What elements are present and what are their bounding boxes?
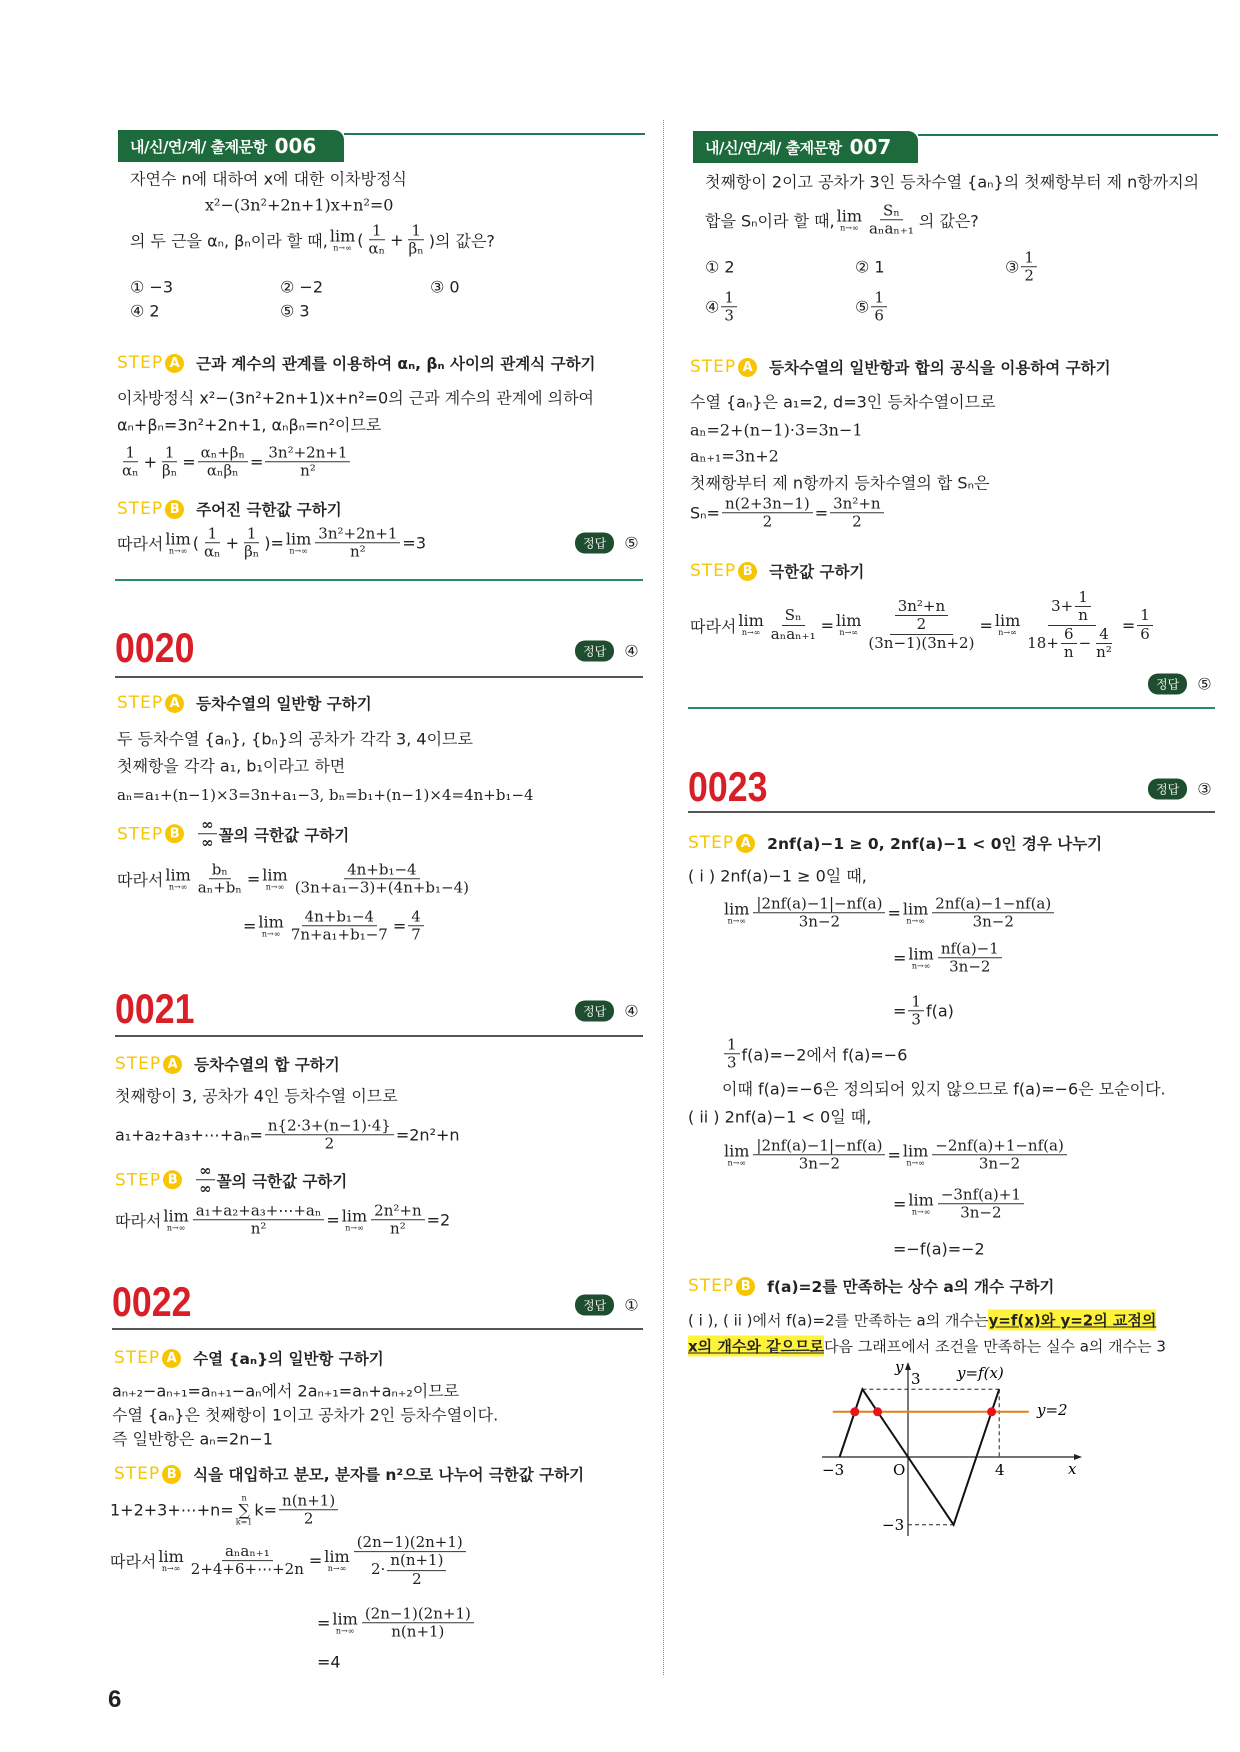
header-label: 내/신/연/계/ 출제문항 — [705, 138, 842, 157]
text-run: aₙ=2+(n−1)·3=3n−1 — [690, 420, 863, 440]
operator: lim — [835, 611, 862, 630]
text-run: ④ 2 — [130, 301, 160, 321]
text-run: 4 — [411, 907, 421, 926]
limit-subscript: n→∞ — [839, 628, 858, 637]
text-run: =4 — [317, 1652, 341, 1672]
text-run: Sₙ= — [690, 503, 720, 523]
step-label: STEP — [688, 833, 735, 853]
operator: lim — [285, 529, 312, 548]
step-letter-icon: B — [165, 500, 184, 519]
text-run: ⑤ 3 — [280, 301, 310, 321]
text-run: 식을 대입하고 분모, 분자를 n²으로 나누어 극한값 구하기 — [193, 1466, 585, 1484]
limit-subscript: n→∞ — [906, 916, 925, 925]
operator: ∑ — [238, 1500, 250, 1519]
text-run: = — [979, 615, 993, 635]
limit-subscript: n→∞ — [327, 1564, 347, 1573]
text-run: aₙaₙ₊₁ — [224, 1542, 270, 1561]
text-run: Sₙ — [883, 201, 900, 220]
text-run: 1 — [911, 992, 921, 1011]
text-run: n(2+3n−1) — [724, 494, 810, 513]
limit-subscript: n→∞ — [911, 961, 931, 970]
text-run: = — [893, 1194, 907, 1214]
text-run: aₙ₊₂−aₙ₊₁=aₙ₊₁−aₙ에서 2aₙ₊₁=aₙ+aₙ₊₂이므로 — [112, 1381, 460, 1401]
text-run: aₙaₙ₊₁ — [770, 624, 816, 643]
text-run: = — [893, 948, 907, 968]
text-run: 수열 {aₙ}은 첫째항이 1이고 공차가 2인 등차수열이다. — [112, 1405, 499, 1425]
limit-subscript: n→∞ — [840, 223, 859, 232]
text-run: ③ 0 — [430, 277, 460, 297]
step-label: STEP — [688, 1276, 735, 1296]
text-run: nf(a)−1 — [940, 939, 999, 958]
highlighted-text: x의 개수와 같으므로 — [688, 1337, 825, 1356]
text-run: n² — [250, 1219, 267, 1238]
text-run: = — [814, 503, 829, 523]
text-run: ( i ) 2nf(a)−1 ≥ 0일 때, — [688, 866, 867, 886]
text-run: 2n²+n — [374, 1201, 422, 1220]
operator: lim — [902, 1141, 929, 1160]
text-run: 6 — [1063, 624, 1074, 643]
operator: lim — [329, 226, 356, 245]
text-run: −2nf(a)+1−nf(a) — [935, 1136, 1064, 1155]
origin-label: O — [893, 1461, 906, 1479]
limit-subscript: n→∞ — [911, 1207, 931, 1216]
limit-subscript: n→∞ — [998, 628, 1017, 637]
text-run: + — [390, 230, 404, 250]
answer-label: 정답 — [1148, 779, 1187, 800]
text-run: 첫째항이 2이고 공차가 3인 등차수열 {aₙ}의 첫째항부터 제 n항까지의 — [705, 172, 1200, 192]
text-run: αₙ+βₙ — [200, 443, 245, 462]
answer-label: 정답 — [575, 641, 614, 662]
text-run: 1 — [164, 443, 175, 462]
text-run: 자연수 n에 대하여 x에 대한 이차방정식 — [130, 169, 407, 189]
text-run: 1+2+3+⋯+n= — [110, 1500, 234, 1520]
text-run: 등차수열의 합 구하기 — [194, 1056, 340, 1074]
text-run: = — [249, 452, 264, 472]
limit-subscript: n→∞ — [333, 243, 352, 252]
step-letter-icon: B — [163, 1171, 182, 1190]
text-run: − — [1078, 633, 1092, 652]
text-run: 다음 그래프에서 조건을 만족하는 실수 a의 개수는 3 — [824, 1337, 1166, 1356]
text-run: βₙ — [244, 542, 260, 561]
y-tick-neg3: −3 — [882, 1516, 905, 1534]
line-label: y=2 — [1037, 1401, 1068, 1419]
text-run: (3n−1)(3n+2) — [868, 633, 975, 652]
step-letter-icon: B — [738, 562, 757, 581]
text-run: 2 — [852, 512, 862, 531]
text-run: bₙ — [211, 860, 228, 879]
y-axis-arrow-icon — [905, 1362, 911, 1370]
text-run: 2nf(a)−1−nf(a) — [935, 894, 1052, 913]
operator: lim — [165, 529, 191, 548]
text-run: ① −3 — [130, 277, 174, 297]
text-run: a₁+a₂+a₃+⋯+aₙ= — [115, 1125, 263, 1145]
answer-value: ③ — [1197, 779, 1212, 799]
text-run: 4n+b₁−4 — [304, 907, 375, 926]
limit-subscript: n→∞ — [906, 1158, 925, 1167]
operator: lim — [165, 865, 191, 884]
text-run: n(n+1) — [282, 1491, 336, 1510]
text-run: Sₙ — [784, 606, 802, 625]
text-run: n{2·3+(n−1)·4} — [267, 1116, 391, 1135]
step-letter-icon: B — [162, 1465, 181, 1484]
text-run: 6 — [1140, 624, 1150, 643]
answer-value: ⑤ — [624, 533, 639, 553]
text-run: 2 — [762, 512, 773, 531]
limit-subscript: n→∞ — [335, 1626, 355, 1635]
step-label: STEP — [117, 693, 164, 713]
problem-number-text: 0022 — [112, 1278, 192, 1325]
text-run: 즉 일반항은 aₙ=2n−1 — [112, 1429, 273, 1449]
text-run: βₙ — [408, 239, 424, 258]
text-run: = — [820, 615, 834, 635]
text-run: 따라서 — [690, 616, 737, 636]
text-run: 꼴의 극한값 구하기 — [216, 1172, 348, 1190]
text-run: = — [392, 916, 407, 936]
text-run: βₙ — [162, 461, 178, 480]
text-run: |2nf(a)−1|−nf(a) — [756, 894, 883, 913]
text-run: (2n−1)(2n+1) — [356, 1533, 463, 1552]
problem-number-text: 0023 — [688, 763, 768, 810]
step-label: STEP — [690, 561, 737, 581]
text-run: 2· — [371, 1560, 386, 1579]
text-run: αₙ — [368, 239, 386, 258]
step-letter-icon: A — [738, 358, 757, 377]
answer-label: 정답 — [575, 1001, 614, 1022]
step-letter-icon: A — [162, 1349, 181, 1368]
text-run: 1 — [1140, 606, 1150, 625]
text-run: = — [182, 452, 196, 472]
text-run: = — [326, 1210, 340, 1230]
text-run: ( ii ) 2nf(a)−1 < 0일 때, — [688, 1107, 872, 1127]
text-run: ( — [192, 533, 200, 553]
text-run: 3n−2 — [798, 1154, 841, 1173]
text-run: 3n²+n — [833, 494, 881, 513]
text-run: ( i ), ( ii )에서 f(a)=2를 만족하는 a의 개수는 — [688, 1311, 989, 1330]
text-run: 3 — [724, 306, 734, 325]
text-run: aₙ₊₁=3n+2 — [690, 446, 779, 466]
text-run: f(a)=2를 만족하는 상수 a의 개수 구하기 — [767, 1278, 1055, 1296]
text-run: ① 2 — [705, 257, 735, 277]
text-run: 수열 {aₙ}의 일반항 구하기 — [193, 1350, 384, 1368]
limit-subscript: n→∞ — [168, 546, 188, 555]
text-run: 2nf(a)−1 ≥ 0, 2nf(a)−1 < 0인 경우 나누기 — [767, 835, 1103, 853]
text-run: f(a)=−2에서 f(a)=−6 — [741, 1045, 908, 1065]
header-label: 내/신/연/계/ 출제문항 — [130, 137, 267, 156]
text-run: 첫째항이 3, 공차가 4인 등차수열 이므로 — [115, 1086, 398, 1106]
text-run: 의 두 근을 αₙ, βₙ이라 할 때, — [130, 231, 328, 251]
text-run: (2n−1)(2n+1) — [364, 1604, 471, 1623]
text-run: 3n−2 — [798, 912, 841, 931]
text-run: 이차방정식 x²−(3n²+2n+1)x+n²=0의 근과 계수의 관계에 의하여 — [117, 388, 595, 408]
text-run: n(n+1) — [391, 1622, 445, 1641]
text-run: −3nf(a)+1 — [940, 1185, 1021, 1204]
text-run: 3n−2 — [960, 1203, 1002, 1222]
text-run: 7 — [411, 925, 421, 944]
text-run: 3n−2 — [972, 912, 1014, 931]
limit-subscript: n→∞ — [261, 929, 281, 938]
text-run: 7n+a₁+b₁−7 — [290, 925, 388, 944]
text-run: n² — [390, 1219, 406, 1238]
answer-label: 정답 — [1148, 674, 1187, 695]
text-run: = — [887, 903, 901, 923]
text-run: ⑤ — [855, 297, 870, 317]
y-axis-label: y — [895, 1358, 904, 1376]
text-run: 6 — [874, 306, 884, 325]
intersection-point — [873, 1407, 882, 1416]
operator: lim — [724, 1141, 750, 1160]
text-run: =2 — [426, 1210, 451, 1230]
text-run: 두 등차수열 {aₙ}, {bₙ}의 공차가 각각 3, 4이므로 — [117, 729, 473, 749]
intersection-point — [987, 1407, 996, 1416]
text-run: 1 — [724, 288, 734, 307]
text-run: 2 — [1024, 266, 1034, 285]
step-letter-icon: A — [165, 694, 184, 713]
text-run: 꼴의 극한값 구하기 — [218, 826, 350, 844]
text-run: ∞ — [201, 815, 214, 834]
step-label: STEP — [117, 499, 164, 519]
text-run: 3 — [911, 1010, 921, 1029]
text-run: ② 1 — [855, 257, 885, 277]
y-tick-3: 3 — [911, 1370, 921, 1388]
operator: lim — [902, 899, 929, 918]
text-run: 따라서 — [117, 534, 164, 554]
limit-subscript: n→∞ — [161, 1564, 181, 1573]
operator: lim — [158, 1547, 184, 1566]
text-run: ② −2 — [280, 277, 324, 297]
text-run: 3n²+2n+1 — [318, 524, 398, 543]
limit-subscript: k=1 — [235, 1517, 253, 1526]
limit-subscript: n→∞ — [345, 1223, 364, 1232]
operator: lim — [262, 865, 288, 884]
text-run: 따라서 — [110, 1552, 157, 1572]
page-number: 6 — [108, 1686, 122, 1713]
operator: lim — [908, 1190, 934, 1209]
text-run: αₙ — [122, 461, 139, 480]
text-run: =3 — [402, 533, 426, 553]
text-run: k= — [254, 1500, 278, 1520]
answer-value: ⑤ — [1197, 674, 1212, 694]
text-run: 3n−2 — [949, 957, 991, 976]
text-run: 1 — [874, 288, 884, 307]
operator: lim — [738, 611, 764, 630]
problem-number-text: 0020 — [115, 624, 195, 671]
text-run: aₙaₙ₊₁ — [869, 219, 914, 238]
text-run: αₙβₙ — [206, 461, 239, 480]
step-letter-icon: B — [165, 825, 184, 844]
step-label: STEP — [690, 357, 737, 377]
problem-number-text: 0021 — [115, 985, 195, 1032]
limit-subscript: n→∞ — [166, 1223, 186, 1232]
limit-subscript: n→∞ — [727, 1158, 746, 1167]
upper-bound: n — [241, 1493, 247, 1502]
text-run: + — [225, 533, 240, 553]
text-run: αₙ+βₙ=3n²+2n+1, αₙβₙ=n²이므로 — [117, 415, 382, 435]
text-run: = — [308, 1551, 323, 1571]
step-label: STEP — [117, 824, 164, 844]
text-run: 따라서 — [115, 1211, 162, 1231]
text-run: 18+ — [1027, 633, 1059, 652]
text-run: αₙ — [204, 542, 221, 561]
text-run: = — [887, 1145, 901, 1165]
text-run: ∞ — [199, 1161, 212, 1180]
step-label: STEP — [115, 1054, 162, 1074]
operator: lim — [341, 1206, 368, 1225]
text-run: 합을 Sₙ이라 할 때, — [705, 211, 835, 231]
text-run: = — [243, 916, 257, 936]
text-run: ④ — [705, 297, 720, 317]
limit-subscript: n→∞ — [168, 882, 188, 891]
text-run: 4 — [1099, 624, 1109, 643]
text-run: 1 — [125, 443, 136, 462]
text-run: 수열 {aₙ}은 a₁=2, d=3인 등차수열이므로 — [690, 392, 996, 412]
limit-subscript: n→∞ — [727, 916, 746, 925]
limit-subscript: n→∞ — [265, 882, 285, 891]
text-run: 이때 f(a)=−6은 정의되어 있지 않으므로 f(a)=−6은 모순이다. — [722, 1079, 1166, 1099]
header-number: 006 — [274, 134, 317, 158]
operator: lim — [908, 944, 934, 963]
text-run: aₙ=a₁+(n−1)×3=3n+a₁−3, bₙ=b₁+(n−1)×4=4n+b₁−4 — [117, 786, 534, 804]
text-run: =2n²+n — [395, 1125, 460, 1145]
x-axis-label: x — [1068, 1460, 1077, 1478]
text-run: 등차수열의 일반항 구하기 — [196, 695, 372, 713]
intersection-point — [850, 1407, 859, 1416]
x-tick-4: 4 — [995, 1461, 1005, 1479]
step-letter-icon: B — [736, 1277, 755, 1296]
text-run: = — [893, 1001, 907, 1021]
text-run: )의 값은? — [428, 231, 495, 251]
text-run: ( — [357, 230, 364, 250]
text-run: 3n²+2n+1 — [268, 443, 348, 462]
text-run: 3n²+n — [897, 597, 946, 616]
text-run: ∞ — [201, 833, 214, 852]
text-run: n² — [350, 542, 366, 561]
limit-subscript: n→∞ — [289, 546, 308, 555]
step-label: STEP — [115, 1170, 162, 1190]
text-run: =−f(a)=−2 — [893, 1239, 985, 1259]
answer-value: ④ — [624, 1001, 639, 1021]
text-run: n² — [300, 461, 316, 480]
operator: lim — [258, 912, 284, 931]
step-label: STEP — [114, 1464, 161, 1484]
text-run: (3n+a₁−3)+(4n+b₁−4) — [294, 878, 470, 897]
highlighted-text: y=f(x)와 y=2의 교점의 — [988, 1311, 1157, 1330]
text-run: 극한값 구하기 — [769, 563, 865, 581]
x-tick-neg3: −3 — [822, 1461, 845, 1479]
answer-value: ① — [624, 1295, 639, 1315]
text-run: 1 — [207, 524, 218, 543]
text-run: 4n+b₁−4 — [347, 860, 417, 879]
text-run: 2 — [916, 615, 927, 634]
text-run: 2 — [303, 1509, 314, 1528]
curve-label: y=f(x) — [957, 1364, 1004, 1382]
text-run: 주어진 극한값 구하기 — [196, 501, 342, 519]
text-run: 2 — [324, 1134, 335, 1153]
text-run: ③ — [1005, 257, 1020, 277]
text-run: 1 — [246, 524, 257, 543]
operator: lim — [332, 1609, 358, 1628]
text-run: )= — [264, 533, 284, 553]
limit-subscript: n→∞ — [741, 628, 761, 637]
operator: lim — [994, 611, 1021, 630]
text-run: aₙ+bₙ — [197, 878, 242, 897]
text-run: 따라서 — [117, 870, 164, 890]
operator: lim — [324, 1547, 350, 1566]
text-run: 1 — [727, 1035, 737, 1054]
text-run: n² — [1096, 642, 1112, 661]
text-run: 첫째항부터 제 n항까지 등차수열의 합 Sₙ은 — [690, 473, 990, 493]
text-run: n — [1063, 642, 1074, 661]
text-run: f(a) — [925, 1001, 954, 1021]
text-run: a₁+a₂+a₃+⋯+aₙ — [195, 1201, 322, 1220]
text-run: 1 — [1078, 588, 1088, 606]
step-letter-icon: A — [163, 1055, 182, 1074]
text-run: 1 — [372, 221, 382, 240]
text-run: = — [246, 869, 261, 889]
text-run: |2nf(a)−1|−nf(a) — [756, 1136, 883, 1155]
header-number: 007 — [849, 135, 892, 159]
text-run: 3+ — [1051, 597, 1074, 616]
text-run: 1 — [1024, 248, 1034, 267]
text-run: + — [143, 452, 158, 472]
text-run: 첫째항을 각각 a₁, b₁이라고 하면 — [117, 756, 346, 776]
text-run: 2+4+6+⋯+2n — [190, 1560, 304, 1579]
operator: lim — [836, 206, 863, 225]
step-letter-icon: A — [736, 834, 755, 853]
text-run: x²−(3n²+2n+1)x+n²=0 — [205, 195, 394, 215]
text-run: = — [317, 1613, 331, 1633]
answer-value: ④ — [624, 641, 639, 661]
step-label: STEP — [117, 353, 164, 373]
answer-label: 정답 — [575, 1295, 614, 1316]
text-run: n(n+1) — [390, 1551, 444, 1570]
operator: lim — [163, 1206, 189, 1225]
text-run: = — [1121, 615, 1136, 635]
text-run: 근과 계수의 관계를 이용하여 αₙ, βₙ 사이의 관계식 구하기 — [196, 355, 596, 373]
operator: lim — [724, 899, 750, 918]
answer-label: 정답 — [575, 533, 614, 554]
text-run: 등차수열의 일반항과 합의 공식을 이용하여 구하기 — [769, 359, 1111, 377]
text-run: 의 값은? — [918, 211, 979, 231]
text-run: 2 — [412, 1569, 422, 1588]
text-run: 1 — [411, 221, 421, 240]
text-run: 3n−2 — [978, 1154, 1021, 1173]
text-run: 3 — [727, 1053, 737, 1072]
step-letter-icon: A — [165, 354, 184, 373]
text-run: ∞ — [199, 1179, 212, 1198]
text-run: n — [1078, 606, 1088, 625]
step-label: STEP — [114, 1348, 161, 1368]
